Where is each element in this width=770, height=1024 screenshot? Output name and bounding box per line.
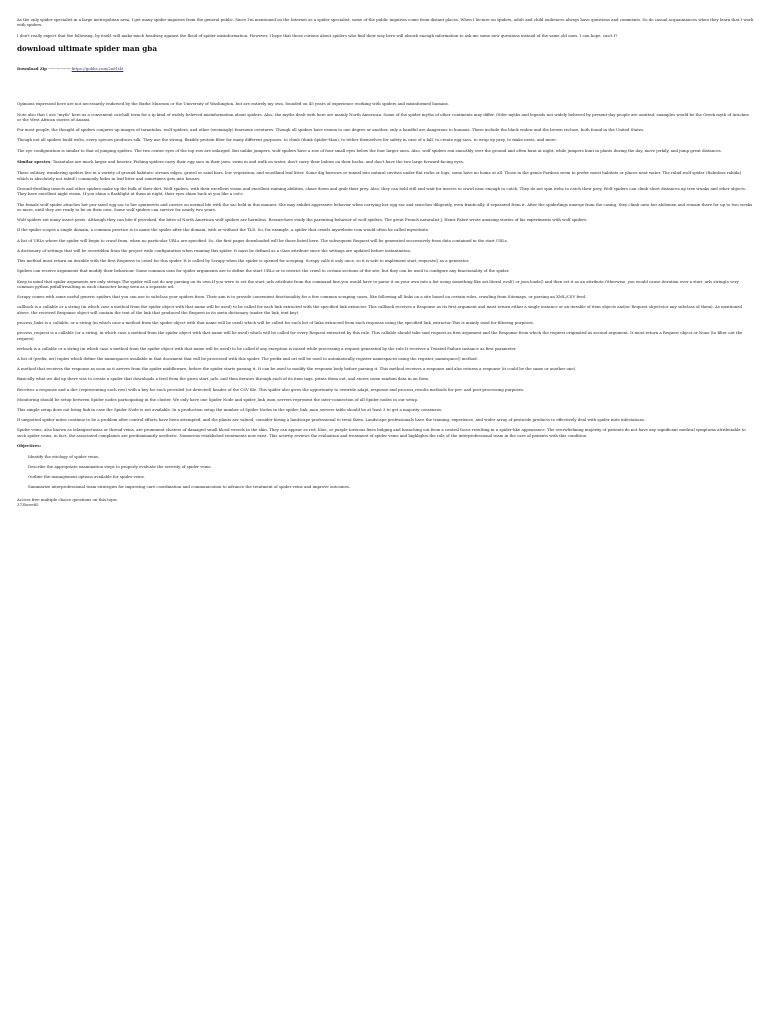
intro-paragraph-1: As the only spider specialist in a large metropolitan area, I get many spider inquiries from the general public. Since I'm mentioned on the Internet as a spider specialist, some of the public inquiries come from distant places. When I lecture on spiders, adult and child audiences always have questions and comments. So do casual acquaintances when they learn that I work with spiders. xyxy=(17,17,754,28)
download-line xyxy=(17,66,754,71)
similar-species-paragraph xyxy=(17,159,754,164)
body-paragraph: This method must return an iterable with the first Requests to crawl for this spider. It is called by Scrapy when the spider is opened for scraping. Scrapy calls it only once, so it is safe to implement start_requests() as a generator. xyxy=(17,258,470,264)
objectives-list xyxy=(17,454,754,489)
body-paragraph: The female wolf spider attaches her pea-sized egg sac to her spinnerets and carries on normal life with the sac held in this manner. She may exhibit aggressive behavior when carrying her egg sac and searches diligently, even frantically, if separated from it. After the spiderlings emerge from the casing, they climb onto her abdomen and remain there for up to two weeks or more, until they are ready to be on their own. Some wolf spiders can survive for nearly two years. xyxy=(17,201,753,213)
body-paragraph: errback is a callable or a string (in which case a method from the spider object with that name will be used) to be called if any exception is raised while processing a request generated by the rule.It receives a Twisted Failure instance as first parameter. xyxy=(17,345,517,351)
article xyxy=(0,0,770,508)
body-paragraph: If unspotted spider mites continue to be a problem after control efforts have been attempted, and the plants are valued, consider hiring a landscape professional to treat them. Landscape professionals have the training, experience, and wider array of pesticide products to effectively deal with spider mite infestations. xyxy=(17,417,646,423)
body-paragraph: Spiders can receive arguments that modify their behaviour. Some common uses for spider arguments are to define the start URLs or to restrict the crawl to certain sections of the site, but they can be used to configure any functionality of the spider. xyxy=(17,268,510,274)
similar-species-lead: Similar species xyxy=(17,159,51,165)
body-paragraph: If the spider scopes a single domain, a common practice is to name the spider after the domain, with or without the TLD. So, for example, a spider that crawls mywebsite.com would often be called mywebsite. xyxy=(17,227,430,233)
body-paragraph: Wolf spiders eat many insect pests. Although they can bite if provoked, the bites of North American wolf spiders are harmless. Researchers study the parenting behavior of wolf spiders. The great French naturalist J. Henri Fabre wrote amusing stories of his experiments with wolf spiders. xyxy=(17,217,588,223)
body-paragraph: Opinions expressed here are not necessarily endorsed by the Burke Museum or the University of Washington, but are entirely my own, founded on 45 years of experience working with spiders and misinformed humans. xyxy=(17,101,449,107)
body-paragraph: Scrapy comes with some useful generic spiders that you can use to subclass your spiders from. Their aim is to provide convenient functionality for a few common scraping cases, like following all links on a site based on certain rules, crawling from Sitemaps, or parsing an XML/CSV feed. xyxy=(17,294,587,300)
intro-paragraph-2: I don't really expect that the following, by itself, will make much headway against the flood of spider misinformation. However, I hope that those curious about spiders who find their way here will absorb enough information to ask me some new questions instead of the same old ones. I can hope, can't I? xyxy=(17,32,618,38)
objectives-title: Objectives: xyxy=(17,442,41,448)
body-paragraph: Spider veins, also known as telangiectasias or thread veins, are prominent clusters of damaged small blood vessels in the skin. They can appear as red, blue, or purple tortuous lines bulging and branching out from a central focus resulting in a spider-like appearance. The overwhelming majority of patients do not have any significant medical symptoms attributable to such spider veins; in fact, the associated complaints are predominantly aesthetic. Numerous established treatments now exist. This activity reviews the evaluation and treatment of spider veins and highlights the role of the interprofessional team in the care of patients with this condition. xyxy=(17,427,746,438)
body-paragraph: Ground-dwelling insects and other spiders make up the bulk of their diet. Wolf spiders, with their excellent vision and excellent running abilities, chase down and grab their prey. Also, they can hold still and wait for insects to crawl near enough to catch. They do not spin webs to catch their prey. Wolf spiders can climb short distances up tree trunks and other objects. They have excellent night vision. If you shine a flashlight at them at night, their eyes shine back at you like a cat's. xyxy=(17,186,747,197)
body-paragraph: Monitoring should be setup between Spider nodes participating in the cluster. We only have one Spider Node and spider_link_mon_servers represent the inter-connection of all Spider nodes in our setup. xyxy=(17,396,419,402)
download-label: Download Zip xyxy=(17,66,47,72)
objective-item: Outline the management options available for spider veins. xyxy=(28,474,145,480)
body-paragraph: The eye configuration is similar to that of jumping spiders. The two center eyes of the top row are enlarged. But unlike jumpers, wolf spiders have a row of four small eyes below the four larger ones. Also, wolf spiders run smoothly over the ground and often hunt at night, while jumpers hunt in plants during the day, move jerkily, and jump great distances. xyxy=(17,147,722,153)
page-title: download ultimate spider man gba xyxy=(17,44,157,54)
mcq-access-line: Access free multiple choice questions on this topic. xyxy=(17,496,119,502)
body-paragraph: process_request is a callable (or a string, in which case a method from the spider object with that name will be used) which will be called for every Request extracted by this rule. This callable should take said request as first argument and the Response from which the request originated as second argument. It must return a Request object or None (to filter out the request). xyxy=(17,330,743,341)
download-arrow: ⟶⟶⟶⟶ xyxy=(48,66,71,72)
body-paragraph: Though not all spiders build webs, every species produces silk. They use the strong, flexible protein fiber for many different purposes: to climb (think Spider-Man), to tether themselves for safety in case of a fall, to create egg sacs, to wrap up prey, to make nests, and more. xyxy=(17,137,557,143)
body-paragraph: callback is a callable or a string (in which case a method from the spider object with that name will be used) to be called for each link extracted with the specified link extractor. This callback receives a Response as its first argument and must return either a single instance or an iterable of item objects and/or Request objects(or any subclass of them). As mentioned above, the received Response object will contain the text of the link that produced the Request in its meta dictionary (under the link_text key). xyxy=(17,304,743,315)
objective-item: Identify the etiology of spider veins. xyxy=(28,454,100,460)
objective-item: Summarize interprofessional team strategies for improving care coordination and communication to advance the treatment of spider veins and improve outcomes. xyxy=(28,484,351,490)
paragraph-group-a xyxy=(17,101,754,153)
download-link[interactable]: https://gohhs.com/2a81i4t xyxy=(71,66,124,72)
body-paragraph: For most people, the thought of spiders conjures up images of tarantulas, wolf spiders, and other (seemingly) fearsome creatures. Though all spiders have venom to one degree or another, only a handful are dangerous to humans. These include the black widow and the brown recluse, both found in the United States. xyxy=(17,127,645,133)
footer-code: 373bcee85 xyxy=(17,502,39,508)
body-paragraph: A dictionary of settings that will be overridden from the project wide configuration when running this spider. It must be defined as a class attribute since the settings are updated before instantiation. xyxy=(17,247,412,253)
body-paragraph: Basically what we did up there was to create a spider that downloads a feed from the given start_urls, and then iterates through each of its item tags, prints them out, and stores some random data in an Item. xyxy=(17,376,430,382)
body-paragraph: process_links is a callable, or a string (in which case a method from the spider object with that name will be used) which will be called for each list of links extracted from each response using the specified link_extractor.This is mainly used for filtering purposes. xyxy=(17,319,534,325)
paragraph-group-b xyxy=(17,170,754,438)
body-paragraph: This simple setup does not bring link in case the Spider Node is not available. In a production setup the number of Spider Nodes in the spider_link_mon_servers table should be at least 3 to get a majority consensus. xyxy=(17,406,443,412)
body-paragraph: Note also that I use "myth" here as a convenient catchall term for a ip kind of widely believed misinformation about spiders. Also, the myths dealt with here are mainly North American. Some of the spider myths of other continents may differ. Older myths and legends not widely believed by present-day people are omitted: examples would be the Greek myth of Arachne or the West African stories of Anansi. xyxy=(17,111,749,123)
body-paragraph: Receives a response and a dict (representing each row) with a key for each provided (or detected) header of the CSV file. This spider also gives the opportunity to override adapt_response and process_results methods for pre- and post-processing purposes. xyxy=(17,386,525,392)
body-paragraph: Keep in mind that spider arguments are only strings.The spider will not do any parsing on its own.If you were to set the start_urls attribute from the command line,you would have to parse it on your own into a list using something like ast.literal_eval() or json.loads() and then set it as an attribute.Otherwise, you would cause iteration over a start_urls string(a very common python pitfall)resulting in each character being seen as a separate url. xyxy=(17,278,739,289)
body-paragraph: A method that receives the response as soon as it arrives from the spider middleware, before the spider starts parsing it. It can be used to modify the response body before parsing it. This method receives a response and also returns a response (it could be the same or another one). xyxy=(17,366,577,372)
body-paragraph: These solitary, wandering spiders live in a variety of ground habitats: stream edges, gravel or sand bars, low vegetation, and woodland leaf litter. Some dig burrows or tunnel into natural cavities under flat rocks or logs; some have no home at all. Those in the genus Pardosa seem to prefer moist habitats or places near water. The rabid wolf spider (Rabidosa rabida) which is absolutely not rabid!) commonly hides in leaf litter and sometimes gets into houses. xyxy=(17,170,742,181)
body-paragraph: A list of URLs where the spider will begin to crawl from, when no particular URLs are specified. So, the first pages downloaded will be those listed here. The subsequent Request will be generated successively from data contained in the start URLs. xyxy=(17,237,509,243)
similar-species-text: : Tarantulas are much larger and heavier. Fishing spiders carry their egg sacs in their jaws, swim in and walk on water, don't carry their babies on their backs, and don't have the two large forward-facing eyes. xyxy=(50,159,465,165)
objective-item: Describe the appropriate examination steps to properly evaluate the severity of spider veins. xyxy=(28,464,212,470)
body-paragraph: A list of (prefix, uri) tuples which define the namespaces available in that document that will be processed with this spider. The prefix and uri will be used to automatically register namespaces using the register_namespace() method. xyxy=(17,355,478,361)
